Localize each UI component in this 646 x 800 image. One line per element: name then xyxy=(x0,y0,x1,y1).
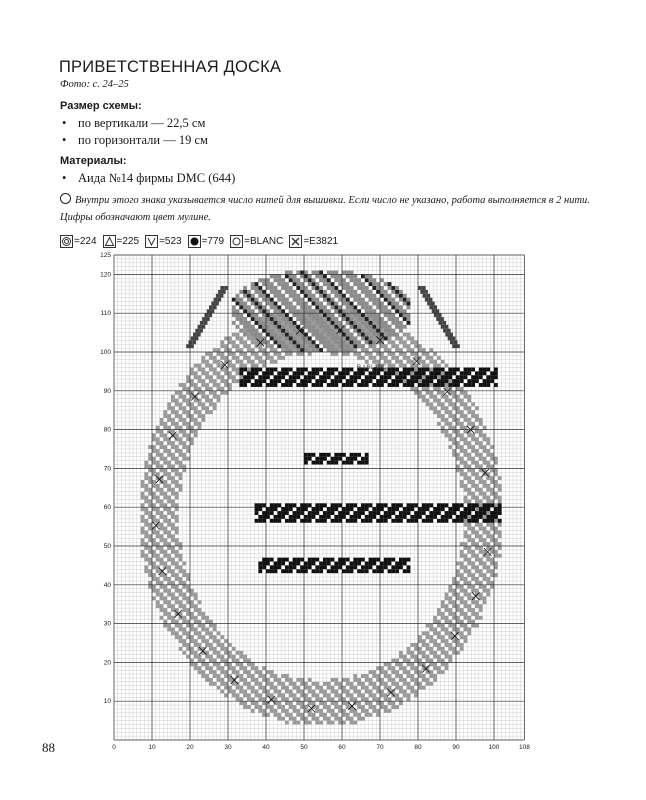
y-tick-label: 120 xyxy=(100,271,111,279)
color-legend xyxy=(60,234,338,248)
y-tick-label: 125 xyxy=(100,252,111,259)
x-tick-label: 100 xyxy=(488,744,500,751)
y-tick-label: 70 xyxy=(103,465,111,473)
legend-item-224: =224 xyxy=(60,235,97,248)
x-tick-label: 90 xyxy=(452,744,460,751)
photo-reference: Фото: с. 24–25 xyxy=(60,79,129,90)
x-tick-label: 10 xyxy=(148,744,156,751)
y-tick-label: 40 xyxy=(103,581,111,589)
x-tick-label: 20 xyxy=(186,744,194,751)
page-number: 88 xyxy=(42,740,55,755)
y-tick-label: 90 xyxy=(103,387,111,395)
y-tick-label: 10 xyxy=(103,698,111,706)
cross-stitch-chart xyxy=(94,250,544,751)
legend-item-523: =523 xyxy=(145,235,182,248)
threads-note: Внутри этого знака указывается число нитей для вышивки. Если число не указано, работа выполняется в 2 нити. Цифры обозначают цвет мулине. xyxy=(60,195,590,223)
legend-item-e3821: =E3821 xyxy=(289,235,338,248)
x-tick-label: 0 xyxy=(112,744,116,751)
x-tick-label: 80 xyxy=(414,744,422,751)
size-item-horizontal: • по горизонтали — 19 см xyxy=(62,133,208,147)
page-title: ПРИВЕТСТВЕННАЯ ДОСКА xyxy=(59,58,282,76)
y-tick-label: 30 xyxy=(103,620,111,628)
y-tick-label: 60 xyxy=(103,504,111,512)
legend-item-225: =225 xyxy=(103,235,140,248)
x-tick-label: 40 xyxy=(262,744,270,751)
double-circle-icon xyxy=(60,235,73,248)
legend-item-blanc: =BLANC xyxy=(230,235,283,248)
size-heading: Размер схемы: xyxy=(60,100,142,112)
circle-icon xyxy=(230,235,243,248)
x-tick-label: 70 xyxy=(376,744,384,751)
in-chart-label: B.т.BLANC xyxy=(357,365,387,371)
x-tick-label: 60 xyxy=(338,744,346,751)
x-tick-label: 108 xyxy=(518,744,530,751)
y-tick-label: 80 xyxy=(103,426,111,434)
x-tick-label: 50 xyxy=(300,744,308,751)
chart-pattern-stitches xyxy=(141,271,502,725)
x-mark-icon xyxy=(289,235,302,248)
size-item-vertical: • по вертикали — 22,5 см xyxy=(62,116,206,130)
materials-heading: Материалы: xyxy=(60,155,127,167)
triangle-icon xyxy=(103,235,116,248)
x-tick-label: 30 xyxy=(224,744,232,751)
materials-item: • Аида №14 фирмы DMC (644) xyxy=(62,171,236,185)
legend-item-779: =779 xyxy=(188,235,225,248)
filled-circle-icon xyxy=(188,235,201,248)
y-tick-label: 110 xyxy=(100,310,111,318)
y-tick-label: 100 xyxy=(100,349,111,356)
v-mark-icon xyxy=(145,235,158,248)
y-tick-label: 20 xyxy=(103,659,111,667)
y-tick-label: 50 xyxy=(103,543,111,550)
circle-icon xyxy=(60,193,71,204)
